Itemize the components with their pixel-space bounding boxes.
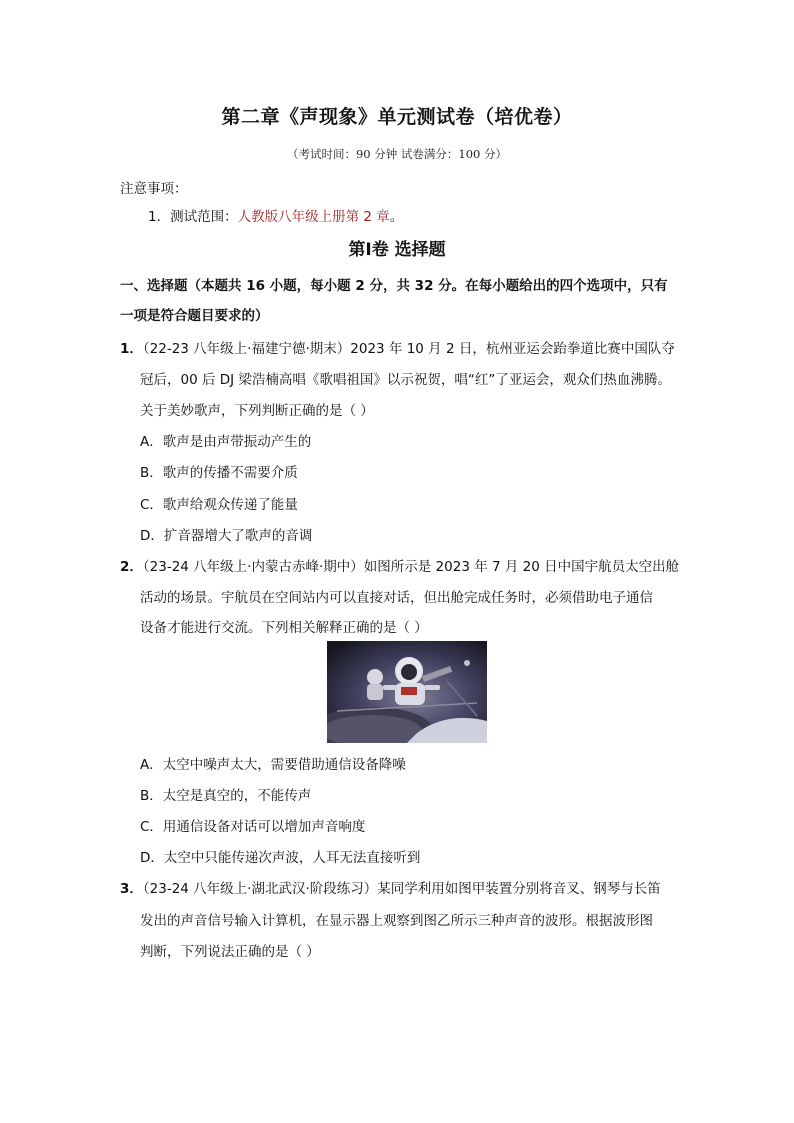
question-2-line-3: 设备才能进行交流。下列相关解释正确的是（ ） — [140, 620, 428, 636]
question-3-number: 3． — [120, 881, 143, 897]
section-title: 第Ⅰ卷 选择题 — [348, 240, 446, 260]
question-1-option-d: D．扩音器增大了歌声的音调 — [140, 528, 313, 544]
astronaut-spacewalk-photo — [327, 641, 487, 743]
exam-title: 第二章《声现象》单元测试卷（培优卷） — [221, 106, 573, 128]
question-2-text-1: 如图所示是 2023 年 7 月 20 日中国宇航员太空出舱 — [363, 559, 680, 575]
notes-heading: 注意事项： — [120, 181, 188, 197]
question-2-line-2: 活动的场景。宇航员在空间站内可以直接对话，但出舱完成任务时，必须借助电子通信 — [140, 590, 653, 606]
question-1-text-1: 2023 年 10 月 2 日，杭州亚运会跆拳道比赛中国队夺 — [350, 341, 675, 357]
notes-item-1-scope: 人教版八年级上册第 2 章 — [237, 209, 390, 225]
question-2-number: 2． — [120, 559, 143, 575]
question-3-source: （23-24 八年级上·湖北武汉·阶段练习） — [142, 881, 378, 897]
question-2-line-1 — [120, 555, 679, 575]
question-2-option-d: D．太空中只能传递次声波，人耳无法直接听到 — [140, 850, 421, 866]
astronaut-photo-drawing — [327, 641, 487, 743]
exam-subtitle: （考试时间：90 分钟 试卷满分：100 分） — [286, 147, 508, 161]
question-1-line-2: 冠后，00 后 DJ 梁浩楠高唱《歌唱祖国》以示祝贺，唱“红”了亚运会，观众们热血沸腾。 — [140, 372, 671, 388]
question-3-text-1: 某同学利用如图甲装置分别将音叉、钢琴与长笛 — [377, 881, 661, 897]
notes-item-1-suffix: 。 — [389, 209, 404, 225]
notes-item-1 — [148, 205, 403, 225]
question-3-line-3: 判断，下列说法正确的是（ ） — [140, 944, 320, 960]
question-2-option-b: B．太空是真空的，不能传声 — [140, 788, 312, 804]
question-1-option-c: C．歌声给观众传递了能量 — [140, 497, 298, 513]
question-1-option-a: A．歌声是由声带振动产生的 — [140, 434, 312, 450]
question-1-number: 1． — [120, 341, 143, 357]
question-1-option-b: B．歌声的传播不需要介质 — [140, 465, 298, 481]
section-instruction-line-2: 一项是符合题目要求的） — [120, 308, 269, 324]
question-2-source: （23-24 八年级上·内蒙古赤峰·期中） — [142, 559, 364, 575]
question-2-option-c: C．用通信设备对话可以增加声音响度 — [140, 819, 366, 835]
question-3-line-2: 发出的声音信号输入计算机，在显示器上观察到图乙所示三种声音的波形。根据波形图 — [140, 913, 653, 929]
question-1-line-3: 关于美妙歌声，下列判断正确的是（ ） — [140, 403, 374, 419]
section-instruction-line-1: 一、选择题（本题共 16 小题，每小题 2 分，共 32 分。在每小题给出的四个选项中，只有 — [120, 278, 668, 294]
question-3-line-1 — [120, 877, 661, 897]
question-1-line-1 — [120, 337, 675, 357]
notes-item-1-prefix: 1．测试范围： — [148, 209, 238, 225]
question-2-option-a: A．太空中噪声太大，需要借助通信设备降噪 — [140, 757, 406, 773]
question-1-source: （22-23 八年级上·福建宁德·期末） — [142, 341, 351, 357]
